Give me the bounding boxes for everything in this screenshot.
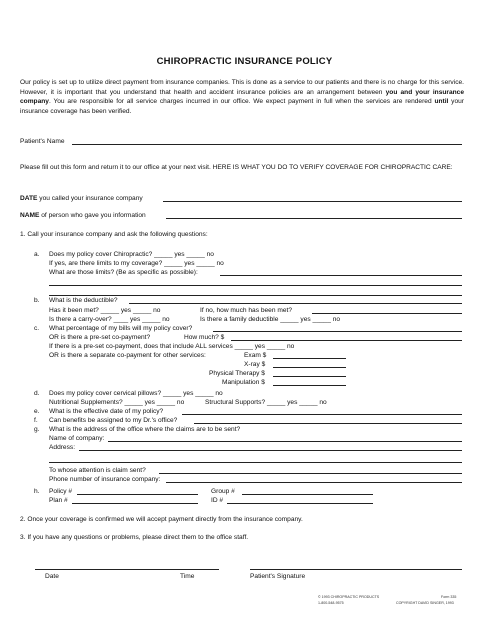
intro-paragraph	[20, 78, 464, 116]
step-1: 1. Call your insurance company and ask the following questions:	[20, 231, 208, 238]
group-label: Group #	[211, 488, 235, 495]
limits-field-2[interactable]	[49, 285, 462, 286]
amount-met-field[interactable]	[312, 313, 462, 314]
company-name-field[interactable]	[108, 441, 462, 442]
manipulation-field[interactable]	[273, 385, 346, 386]
item-d-marker: d.	[34, 390, 40, 397]
contact-name-field[interactable]	[166, 218, 462, 219]
insurance-phone-field[interactable]	[166, 482, 462, 483]
page-title: CHIROPRACTIC INSURANCE POLICY	[156, 56, 333, 67]
limits-field-1[interactable]	[220, 275, 462, 276]
patient-name-label: Patient's Name	[20, 138, 65, 145]
name-label-text: of person who gave you information	[39, 212, 146, 219]
contact-name-label	[20, 211, 146, 220]
c-q4: OR is there a separate co-payment for other services:	[49, 352, 206, 359]
a-q2: If yes, are there limits to my coverage? _____ yes _____ no	[49, 260, 224, 267]
sig-time-label: Time	[180, 573, 195, 580]
a-q1: Does my policy cover Chiropractic? _____ yes _____ no	[49, 251, 214, 258]
e-q1: What is the effective date of my policy?	[49, 408, 164, 415]
intro-text-1: Our policy is set up to utilize direct payment from insurance companies. This is done as a service to our patients and there is no charge for this service. However, it is important that you understand that health and accident insurance policies are an arrangement between	[20, 79, 464, 96]
id-label: ID #	[211, 497, 224, 504]
c-q2: OR is there a pre-set co-payment?	[49, 334, 151, 341]
intro-text-2: . You are responsible for all service charges incurred in our office. We expect payment in full when the services are rendered	[48, 98, 435, 105]
b-q2b: If no, how much has been met?	[200, 307, 293, 314]
patient-signature-line[interactable]	[250, 569, 462, 570]
step-2: 2. Once your coverage is confirmed we will accept payment directly from the insurance company.	[20, 516, 303, 523]
exam-field[interactable]	[273, 358, 346, 359]
b-q3b: Is there a family deductible _____ yes _____ no	[200, 316, 341, 323]
patient-name-field[interactable]	[72, 144, 462, 145]
c-q1: What percentage of my bills will my policy cover?	[49, 325, 193, 332]
date-label-bold: DATE	[20, 195, 38, 202]
sig-date-label: Date	[45, 573, 59, 580]
exam-label: Exam $	[244, 352, 267, 359]
manipulation-label: Manipulation $	[222, 379, 265, 386]
date-label-text: you called your insurance company	[37, 195, 143, 202]
g-q5: Phone number of insurance company:	[49, 476, 161, 483]
d-q1: Does my policy cover cervical pillows? _____ yes _____ no	[49, 390, 223, 397]
group-field[interactable]	[242, 494, 373, 495]
sig-patient-label: Patient's Signature	[250, 573, 306, 580]
id-field[interactable]	[227, 503, 373, 504]
footer-phone: 1-800-548-9575	[318, 601, 344, 605]
footer-form-number: Form 335	[441, 595, 457, 599]
item-c-marker: c.	[34, 325, 40, 332]
footer-publisher: © 1993 CHIROPRACTIC PRODUCTS	[318, 595, 380, 599]
intro-text-3: your insurance coverage has been verified.	[20, 98, 464, 115]
a-q3: What are those limits? (Be as specific as possible):	[49, 269, 198, 276]
policy-field[interactable]	[77, 494, 198, 495]
step-3: 3. If you have any questions or problems, please direct them to the office staff.	[20, 534, 249, 541]
address-field-2[interactable]	[49, 462, 462, 463]
d-q2b: Structural Supports? _____ yes _____ no	[205, 399, 327, 406]
physical-therapy-field[interactable]	[273, 376, 346, 377]
c-q2b: How much? $	[184, 334, 225, 341]
d-q2: Nutritional Supplements? _____ yes _____ no	[49, 399, 185, 406]
g-q3: Address:	[49, 444, 76, 451]
plan-field[interactable]	[72, 503, 198, 504]
g-q2: Name of company:	[49, 435, 105, 442]
xray-field[interactable]	[273, 367, 346, 368]
item-h-marker: h.	[34, 488, 40, 495]
intro-bold-1: you and your insurance company	[20, 88, 464, 105]
footer-copyright: COPYRIGHT DAVID SINGER, 1993	[396, 601, 454, 605]
percentage-field[interactable]	[213, 331, 462, 332]
effective-date-field[interactable]	[182, 414, 462, 415]
item-f-marker: f.	[34, 417, 38, 424]
attention-field[interactable]	[159, 473, 462, 474]
intro-bold-2: until	[434, 98, 449, 105]
item-g-marker: g.	[34, 426, 40, 433]
item-b-marker: b.	[34, 297, 40, 304]
date-called-field[interactable]	[163, 201, 462, 202]
b-q2: Has it been met? _____ yes _____ no	[49, 307, 161, 314]
item-a-marker: a.	[34, 251, 40, 258]
policy-label: Policy #	[49, 488, 73, 495]
assign-benefits-field[interactable]	[194, 423, 462, 424]
f-q1: Can benefits be assigned to my Dr.'s office?	[49, 417, 178, 424]
instructions: Please fill out this form and return it to our office at your next visit. HERE IS WHAT YOU DO TO VERIFY COVERAGE FOR CHIROPRACTIC CARE:	[20, 164, 453, 171]
g-q1: What is the address of the office where the claims are to be sent?	[49, 426, 241, 433]
physical-therapy-label: Physical Therapy $	[209, 370, 265, 377]
name-label-bold: NAME	[20, 212, 40, 219]
copay-amount-field[interactable]	[231, 340, 462, 341]
b-q1: What is the deductible?	[49, 297, 118, 304]
address-field-1[interactable]	[79, 450, 462, 451]
deductible-field[interactable]	[129, 303, 462, 304]
c-q3: If there is a pre-set co-payment, does that include ALL services _____ yes _____ no	[49, 343, 295, 350]
date-called-label	[20, 194, 143, 203]
item-e-marker: e.	[34, 408, 40, 415]
plan-label: Plan #	[49, 497, 68, 504]
g-q4: To whose attention is claim sent?	[49, 467, 146, 474]
date-time-signature-line[interactable]	[35, 569, 219, 570]
xray-label: X-ray $	[244, 361, 266, 368]
b-q3: Is there a carry-over? ____ yes _____ no	[49, 316, 170, 323]
